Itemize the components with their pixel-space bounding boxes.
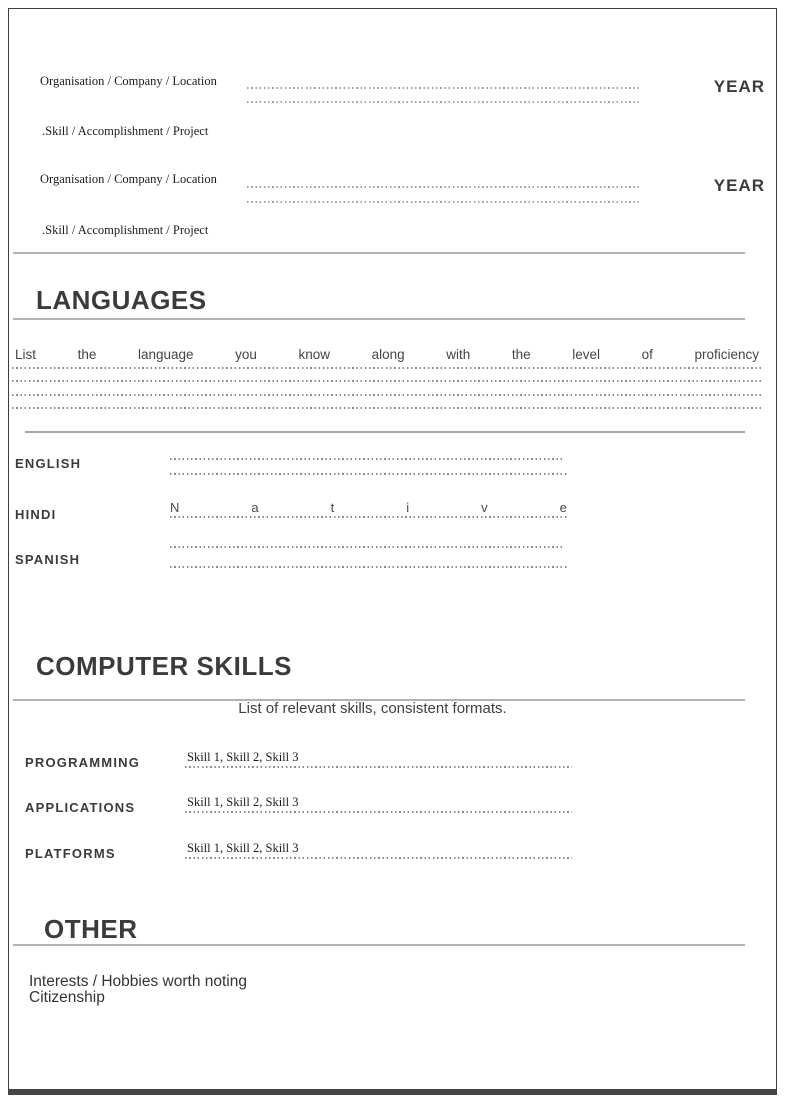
- organisation-fill-line: [247, 87, 640, 89]
- skill-fill-line: [185, 857, 572, 859]
- hint-word: level: [572, 347, 601, 362]
- hint-word: List: [15, 347, 37, 362]
- skill-accomplishment-label: .Skill / Accomplishment / Project: [42, 223, 209, 237]
- proficiency-fill-line: [170, 473, 568, 475]
- proficiency-value: Native: [170, 500, 639, 515]
- notes-fill-line: [12, 394, 762, 396]
- skill-list-value: Skill 1, Skill 2, Skill 3: [187, 750, 299, 764]
- hint-word: the: [77, 347, 97, 362]
- organisation-fill-line: [247, 201, 640, 203]
- skill-list-value: Skill 1, Skill 2, Skill 3: [187, 841, 299, 855]
- hint-word: of: [641, 347, 653, 362]
- languages-hint-text: [15, 347, 759, 362]
- other-section-title: OTHER: [44, 914, 138, 944]
- skill-list-value: Skill 1, Skill 2, Skill 3: [187, 795, 299, 809]
- computer-skills-subtitle: List of relevant skills, consistent formats.: [238, 700, 507, 717]
- hint-word: proficiency: [694, 347, 759, 362]
- proficiency-fill-line: [170, 566, 568, 568]
- proficiency-fill-line: [170, 546, 564, 548]
- proficiency-fill-line: [170, 458, 564, 460]
- hint-word: know: [298, 347, 331, 362]
- organisation-fill-line: [247, 186, 640, 188]
- year-label: YEAR: [713, 176, 765, 195]
- organisation-label: Organisation / Company / Location: [40, 172, 217, 186]
- hint-word: you: [235, 347, 257, 362]
- language-name-english: ENGLISH: [15, 456, 82, 471]
- language-name-hindi: HINDI: [15, 507, 57, 522]
- experience-entry: [0, 158, 785, 258]
- experience-entry: [0, 60, 785, 160]
- computer-skills-section-title: COMPUTER SKILLS: [36, 651, 292, 681]
- organisation-label: Organisation / Company / Location: [40, 74, 217, 88]
- proficiency-fill-line: [170, 516, 568, 518]
- skill-fill-line: [185, 811, 572, 813]
- notes-fill-line: [12, 407, 762, 409]
- language-name-spanish: SPANISH: [15, 552, 81, 567]
- notes-fill-line: [12, 367, 762, 369]
- notes-fill-line: [12, 380, 762, 382]
- skill-category-programming: PROGRAMMING: [25, 755, 141, 770]
- hint-word: language: [137, 347, 194, 362]
- skill-category-platforms: PLATFORMS: [25, 846, 116, 861]
- languages-section-title: LANGUAGES: [36, 285, 207, 315]
- skill-category-applications: APPLICATIONS: [25, 800, 136, 815]
- skill-accomplishment-label: .Skill / Accomplishment / Project: [42, 124, 209, 138]
- other-title-underline: [13, 944, 745, 946]
- section-divider: [25, 431, 745, 433]
- interests-hobbies-text: Interests / Hobbies worth noting: [29, 973, 247, 990]
- hint-word: the: [511, 347, 531, 362]
- section-divider: [13, 252, 745, 254]
- citizenship-text: Citizenship: [29, 988, 105, 1006]
- organisation-fill-line: [247, 101, 640, 103]
- hint-word: along: [371, 347, 405, 362]
- hint-word: with: [446, 347, 471, 362]
- skill-fill-line: [185, 766, 572, 768]
- languages-title-underline: [13, 318, 745, 320]
- year-label: YEAR: [713, 77, 765, 96]
- other-notes: [29, 974, 247, 1005]
